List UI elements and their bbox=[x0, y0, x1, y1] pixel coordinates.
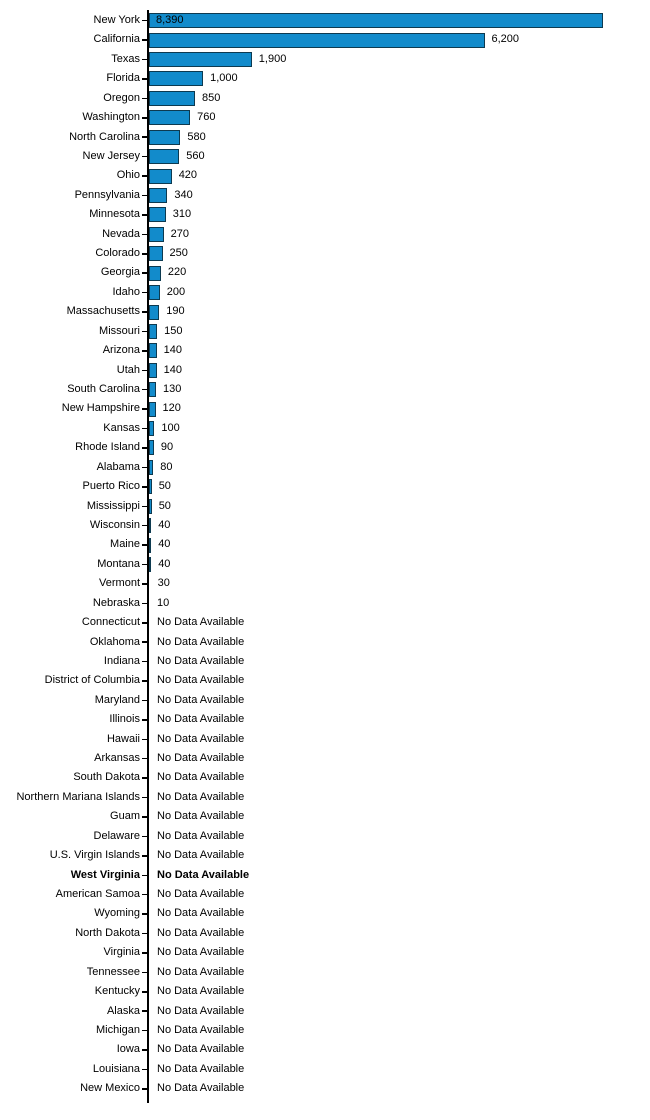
value-label: 190 bbox=[166, 305, 185, 318]
value-label: 220 bbox=[167, 266, 187, 279]
axis-tick bbox=[142, 214, 147, 216]
value-label: 270 bbox=[170, 227, 189, 240]
axis-tick bbox=[142, 564, 147, 566]
category-label: New York bbox=[93, 14, 140, 26]
chart-row bbox=[0, 846, 650, 865]
axis-tick bbox=[142, 78, 147, 80]
chart-row bbox=[0, 263, 650, 282]
value-label: 200 bbox=[166, 285, 186, 298]
axis-tick bbox=[142, 156, 147, 158]
bar[interactable] bbox=[149, 499, 152, 514]
chart-row bbox=[0, 147, 650, 166]
category-label: Florida bbox=[106, 72, 140, 85]
axis-tick bbox=[142, 972, 147, 974]
chart-row bbox=[0, 710, 650, 729]
axis-tick bbox=[142, 98, 147, 100]
value-label: 130 bbox=[163, 383, 182, 396]
category-label: Idaho bbox=[112, 285, 140, 298]
axis-tick bbox=[142, 506, 147, 508]
axis-tick bbox=[142, 136, 147, 138]
category-label: Colorado bbox=[95, 247, 140, 260]
value-label: 1,000 bbox=[210, 72, 238, 85]
no-data-label: No Data Available bbox=[157, 790, 245, 803]
category-label: New Jersey bbox=[82, 149, 140, 162]
category-label: Guam bbox=[110, 810, 140, 823]
category-label: North Carolina bbox=[69, 130, 140, 143]
category-label: Massachusetts bbox=[66, 305, 140, 318]
no-data-label: No Data Available bbox=[157, 1004, 245, 1017]
bar[interactable] bbox=[149, 110, 190, 125]
axis-tick bbox=[142, 234, 147, 236]
value-label: 250 bbox=[169, 247, 188, 260]
category-label: South Dakota bbox=[73, 771, 140, 784]
chart-row bbox=[0, 69, 650, 88]
no-data-label: No Data Available bbox=[157, 985, 245, 998]
axis-tick bbox=[142, 1069, 147, 1071]
category-label: Wyoming bbox=[94, 907, 140, 920]
category-label: Tennessee bbox=[86, 965, 140, 978]
axis-tick bbox=[142, 836, 147, 838]
bar[interactable] bbox=[149, 246, 163, 261]
no-data-label: No Data Available bbox=[157, 1082, 245, 1095]
category-label: Mississippi bbox=[86, 499, 140, 512]
bar[interactable] bbox=[149, 91, 195, 106]
axis-tick bbox=[142, 952, 147, 954]
axis-tick bbox=[142, 428, 147, 430]
chart-row bbox=[0, 691, 650, 710]
chart-row bbox=[0, 827, 650, 846]
chart-row bbox=[0, 458, 650, 477]
category-label: Alaska bbox=[106, 1004, 140, 1017]
no-data-label: No Data Available bbox=[157, 1023, 245, 1036]
value-label: 80 bbox=[160, 460, 173, 473]
axis-tick bbox=[142, 758, 147, 760]
chart-row bbox=[0, 50, 650, 69]
bar[interactable] bbox=[149, 285, 160, 300]
bar[interactable] bbox=[149, 343, 157, 358]
chart-row bbox=[0, 497, 650, 516]
value-label: 560 bbox=[186, 149, 205, 162]
axis-tick bbox=[142, 641, 147, 643]
category-label: Puerto Rico bbox=[82, 480, 140, 493]
chart-row bbox=[0, 419, 650, 438]
category-label: Texas bbox=[111, 52, 140, 65]
axis-tick bbox=[142, 797, 147, 799]
category-label: Georgia bbox=[100, 266, 140, 279]
axis-tick bbox=[142, 1088, 147, 1090]
category-label: Oregon bbox=[103, 91, 140, 104]
category-label: California bbox=[93, 33, 140, 46]
category-label: Louisiana bbox=[92, 1062, 140, 1075]
chart-row bbox=[0, 943, 650, 962]
no-data-label: No Data Available bbox=[157, 868, 250, 881]
no-data-label: No Data Available bbox=[157, 829, 245, 842]
bar[interactable] bbox=[149, 33, 485, 48]
axis-tick bbox=[142, 583, 147, 585]
axis-tick bbox=[142, 700, 147, 702]
category-label: New Hampshire bbox=[61, 402, 140, 415]
chart-row bbox=[0, 1079, 650, 1098]
value-label: 140 bbox=[163, 363, 182, 376]
chart-row bbox=[0, 361, 650, 380]
bar[interactable] bbox=[149, 71, 203, 86]
category-label: Vermont bbox=[99, 577, 140, 590]
chart-row bbox=[0, 768, 650, 787]
value-label: 760 bbox=[197, 111, 216, 124]
no-data-label: No Data Available bbox=[157, 674, 245, 687]
value-label: 50 bbox=[158, 480, 171, 493]
category-label: Kansas bbox=[103, 421, 140, 434]
chart-row bbox=[0, 1021, 650, 1040]
value-label: 150 bbox=[164, 324, 183, 337]
category-label: Iowa bbox=[116, 1043, 140, 1056]
category-label: Montana bbox=[97, 557, 140, 570]
axis-tick bbox=[142, 875, 147, 877]
category-label: Ohio bbox=[116, 169, 140, 182]
category-label: West Virginia bbox=[70, 868, 140, 881]
value-label: 850 bbox=[202, 91, 221, 104]
no-data-label: No Data Available bbox=[157, 693, 245, 706]
chart-row bbox=[0, 380, 650, 399]
chart-row bbox=[0, 788, 650, 807]
chart-row bbox=[0, 302, 650, 321]
chart-row bbox=[0, 594, 650, 613]
no-data-label: No Data Available bbox=[157, 616, 245, 629]
category-label: South Carolina bbox=[67, 383, 140, 396]
category-label: New Mexico bbox=[80, 1082, 140, 1095]
chart-row bbox=[0, 613, 650, 632]
category-label: Minnesota bbox=[89, 208, 140, 221]
axis-tick bbox=[142, 777, 147, 779]
chart-row bbox=[0, 516, 650, 535]
axis-tick bbox=[142, 603, 147, 605]
category-label: Delaware bbox=[93, 829, 140, 842]
no-data-label: No Data Available bbox=[157, 965, 245, 978]
axis-tick bbox=[142, 525, 147, 527]
category-label: Connecticut bbox=[81, 616, 140, 629]
chart-row bbox=[0, 399, 650, 418]
chart-row bbox=[0, 186, 650, 205]
axis-tick bbox=[142, 719, 147, 721]
bar[interactable] bbox=[149, 188, 167, 203]
bar[interactable] bbox=[149, 557, 151, 572]
value-label: 140 bbox=[163, 344, 182, 357]
value-label: 580 bbox=[187, 130, 206, 143]
axis-tick bbox=[142, 370, 147, 372]
no-data-label: No Data Available bbox=[157, 887, 245, 900]
value-label: 40 bbox=[158, 557, 171, 570]
bar[interactable] bbox=[149, 52, 252, 67]
axis-tick bbox=[142, 311, 147, 313]
axis-tick bbox=[142, 1049, 147, 1051]
chart-row bbox=[0, 652, 650, 671]
chart-row bbox=[0, 166, 650, 185]
chart-row bbox=[0, 225, 650, 244]
axis-tick bbox=[142, 661, 147, 663]
category-label: Wisconsin bbox=[89, 518, 140, 531]
category-label: Pennsylvania bbox=[74, 188, 140, 201]
value-label: 40 bbox=[158, 518, 171, 531]
category-label: Missouri bbox=[99, 324, 140, 337]
axis-tick bbox=[142, 408, 147, 410]
axis-tick bbox=[142, 253, 147, 255]
category-label: Arkansas bbox=[94, 752, 140, 765]
bar[interactable] bbox=[149, 305, 159, 320]
value-label: 10 bbox=[157, 596, 170, 609]
chart-row bbox=[0, 807, 650, 826]
category-label: American Samoa bbox=[55, 887, 140, 900]
no-data-label: No Data Available bbox=[157, 752, 245, 765]
axis-tick bbox=[142, 1010, 147, 1012]
chart-row bbox=[0, 438, 650, 457]
value-label: 340 bbox=[174, 188, 193, 201]
axis-tick bbox=[142, 855, 147, 857]
axis-tick bbox=[142, 20, 147, 22]
category-label: Utah bbox=[116, 363, 140, 376]
axis-tick bbox=[142, 991, 147, 993]
bar[interactable] bbox=[149, 440, 154, 455]
axis-tick bbox=[142, 544, 147, 546]
category-label: Nevada bbox=[102, 227, 140, 240]
no-data-label: No Data Available bbox=[157, 654, 245, 667]
value-label: 100 bbox=[161, 421, 180, 434]
no-data-label: No Data Available bbox=[157, 849, 245, 862]
chart-row bbox=[0, 283, 650, 302]
chart-row bbox=[0, 963, 650, 982]
no-data-label: No Data Available bbox=[157, 946, 245, 959]
chart-row bbox=[0, 30, 650, 49]
category-label: Maine bbox=[110, 538, 140, 551]
chart-row bbox=[0, 1040, 650, 1059]
axis-tick bbox=[142, 894, 147, 896]
chart-row bbox=[0, 244, 650, 263]
axis-tick bbox=[142, 175, 147, 177]
category-label: Nebraska bbox=[92, 596, 140, 609]
bar[interactable] bbox=[149, 207, 166, 222]
chart-row bbox=[0, 730, 650, 749]
value-label: 310 bbox=[172, 208, 192, 221]
chart-row bbox=[0, 924, 650, 943]
category-label: Oklahoma bbox=[89, 635, 140, 648]
category-label: Virginia bbox=[103, 946, 140, 959]
chart-row bbox=[0, 89, 650, 108]
axis-tick bbox=[142, 272, 147, 274]
axis-tick bbox=[142, 622, 147, 624]
bar[interactable] bbox=[149, 130, 180, 145]
category-label: Kentucky bbox=[94, 985, 140, 998]
chart-row bbox=[0, 671, 650, 690]
no-data-label: No Data Available bbox=[157, 713, 245, 726]
no-data-label: No Data Available bbox=[157, 1062, 245, 1075]
no-data-label: No Data Available bbox=[157, 1043, 245, 1056]
category-label: Hawaii bbox=[106, 732, 140, 745]
bar[interactable] bbox=[149, 266, 161, 281]
axis-tick bbox=[142, 389, 147, 391]
chart-row bbox=[0, 535, 650, 554]
no-data-label: No Data Available bbox=[157, 771, 245, 784]
axis-tick bbox=[142, 933, 147, 935]
value-label: 420 bbox=[178, 169, 198, 182]
bar[interactable] bbox=[149, 382, 156, 397]
chart-row bbox=[0, 633, 650, 652]
bar[interactable] bbox=[149, 538, 151, 553]
chart-row bbox=[0, 11, 650, 30]
bar[interactable] bbox=[149, 479, 152, 494]
category-label: Maryland bbox=[94, 693, 140, 706]
category-label: District of Columbia bbox=[44, 674, 140, 687]
value-label: 40 bbox=[158, 538, 171, 551]
axis-tick bbox=[142, 59, 147, 61]
axis-tick bbox=[142, 913, 147, 915]
no-data-label: No Data Available bbox=[157, 732, 245, 745]
bar[interactable] bbox=[149, 13, 603, 28]
chart-row bbox=[0, 904, 650, 923]
axis-tick bbox=[142, 486, 147, 488]
bar[interactable] bbox=[149, 518, 151, 533]
chart-row bbox=[0, 885, 650, 904]
chart-row bbox=[0, 341, 650, 360]
value-label: 8,390 bbox=[156, 14, 184, 26]
axis-tick bbox=[142, 1030, 147, 1032]
chart-row bbox=[0, 866, 650, 885]
category-label: Alabama bbox=[96, 460, 140, 473]
category-label: U.S. Virgin Islands bbox=[49, 849, 140, 862]
chart-row bbox=[0, 555, 650, 574]
category-label: Michigan bbox=[95, 1023, 140, 1036]
no-data-label: No Data Available bbox=[157, 810, 245, 823]
bar[interactable] bbox=[149, 227, 164, 242]
chart-row bbox=[0, 574, 650, 593]
axis-tick bbox=[142, 39, 147, 41]
chart-row bbox=[0, 982, 650, 1001]
chart-row bbox=[0, 749, 650, 768]
value-label: 120 bbox=[162, 402, 181, 415]
bar[interactable] bbox=[149, 149, 179, 164]
chart-row bbox=[0, 108, 650, 127]
category-label: North Dakota bbox=[75, 926, 140, 939]
chart-row bbox=[0, 1060, 650, 1079]
axis-tick bbox=[142, 350, 147, 352]
no-data-label: No Data Available bbox=[157, 907, 245, 920]
axis-tick bbox=[142, 447, 147, 449]
chart-rows bbox=[0, 11, 650, 1099]
chart-row bbox=[0, 205, 650, 224]
value-label: 30 bbox=[157, 577, 170, 590]
category-label: Northern Mariana Islands bbox=[16, 790, 140, 803]
chart-row bbox=[0, 477, 650, 496]
chart-row bbox=[0, 322, 650, 341]
category-label: Washington bbox=[82, 111, 140, 124]
axis-tick bbox=[142, 739, 147, 741]
value-label: 50 bbox=[158, 499, 171, 512]
axis-tick bbox=[142, 195, 147, 197]
bar[interactable] bbox=[149, 363, 157, 378]
bar[interactable] bbox=[149, 402, 156, 417]
axis-tick bbox=[142, 680, 147, 682]
value-label: 90 bbox=[160, 441, 174, 454]
chart-row bbox=[0, 1002, 650, 1021]
chart-row bbox=[0, 128, 650, 147]
bar[interactable] bbox=[149, 169, 172, 184]
axis-tick bbox=[142, 117, 147, 119]
category-label: Indiana bbox=[103, 654, 140, 667]
category-label: Rhode Island bbox=[75, 441, 140, 454]
bar[interactable] bbox=[149, 421, 154, 436]
bar[interactable] bbox=[149, 324, 157, 339]
category-label: Arizona bbox=[102, 344, 140, 357]
value-label: 1,900 bbox=[258, 52, 287, 65]
value-label: 6,200 bbox=[491, 33, 520, 46]
category-label: Illinois bbox=[109, 713, 140, 726]
axis-tick bbox=[142, 292, 147, 294]
axis-tick bbox=[142, 467, 147, 469]
bar[interactable] bbox=[149, 460, 153, 475]
axis-tick bbox=[142, 331, 147, 333]
axis-tick bbox=[142, 816, 147, 818]
no-data-label: No Data Available bbox=[157, 635, 245, 648]
no-data-label: No Data Available bbox=[157, 926, 245, 939]
